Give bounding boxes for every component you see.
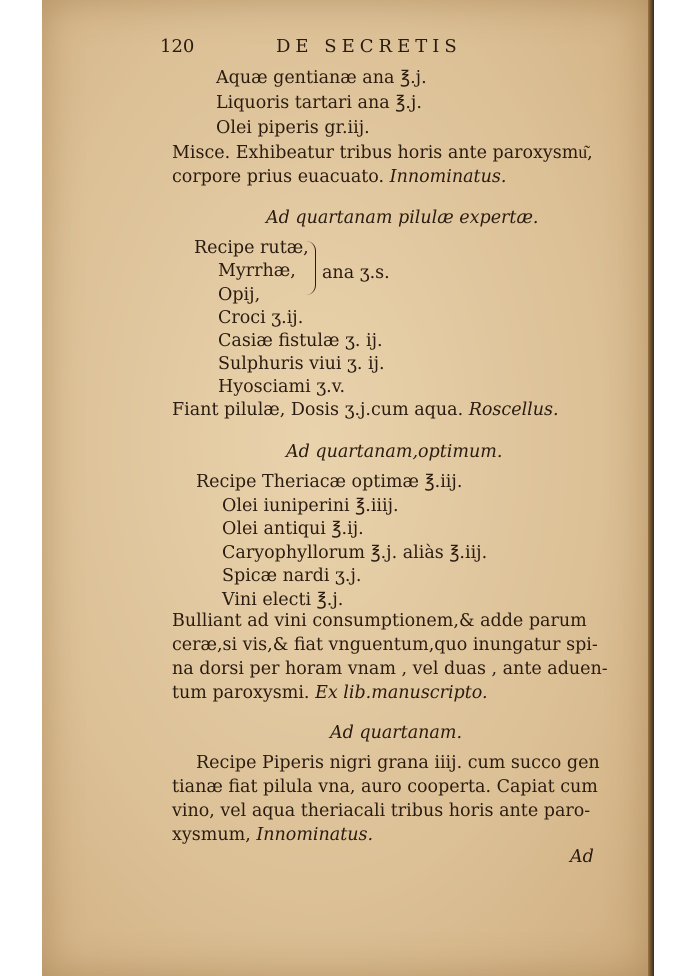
- recipe-line: Recipe Theriacæ optimæ ℥.iij.: [196, 472, 463, 492]
- recipe-line: Caryophyllorum ℥.j. aliàs ℥.iij.: [222, 543, 488, 563]
- text-line: tianæ fiat pilula vna, auro cooperta. Capiat cum: [172, 777, 598, 797]
- recipe-line: Croci ʒ.ij.: [218, 308, 304, 328]
- recipe-line: Sulphuris viui ʒ. ij.: [218, 354, 385, 374]
- section-heading: Ad quartanam,optimum.: [286, 442, 503, 462]
- text-line: Liquoris tartari ana ℥.j.: [216, 93, 422, 113]
- text-line: vino, vel aqua theriacali tribus horis ante paro-: [172, 801, 591, 821]
- recipe-line: Recipe rutæ,: [194, 238, 309, 258]
- page-edge: [648, 0, 654, 976]
- text-line: Bulliant ad vini consumptionem,& adde parum: [172, 611, 587, 631]
- text-line: [172, 682, 488, 704]
- text-line: Recipe Piperis nigri grana iiij. cum succo gen: [196, 753, 600, 773]
- page-number: 120: [160, 36, 195, 57]
- recipe-line: Hyosciami ʒ.v.: [218, 377, 346, 397]
- text-span: corpore prius euacuato.: [172, 167, 385, 187]
- recipe-line: Vini electi ℥.j.: [222, 590, 344, 610]
- recipe-line: Spicæ nardi ʒ.j.: [222, 566, 362, 586]
- recipe-line: Olei iuniperini ℥.iiij.: [222, 496, 399, 516]
- author-name: Innominatus.: [256, 825, 374, 845]
- text-line: [172, 824, 373, 846]
- author-name: Innominatus.: [389, 167, 507, 187]
- dosage-ana: ana ʒ.s.: [322, 263, 390, 283]
- text-span: Fiant pilulæ, Dosis ʒ.j.cum aqua.: [172, 400, 464, 420]
- source-name: Ex lib.manuscripto.: [315, 683, 488, 703]
- recipe-line: Myrrhæ,: [218, 261, 296, 281]
- recipe-line: Olei antiqui ℥.ij.: [222, 519, 364, 539]
- brace: [305, 241, 316, 295]
- text-line: Aquæ gentianæ ana ℥.j.: [216, 68, 427, 88]
- text-line: Olei piperis gr.iij.: [216, 118, 370, 138]
- running-title: DE SECRETIS: [276, 36, 462, 57]
- author-name: Roscellus.: [468, 400, 559, 420]
- recipe-line: Casiæ fistulæ ʒ. ij.: [218, 331, 383, 351]
- catchword: Ad: [570, 847, 594, 867]
- text-line: [172, 399, 559, 421]
- recipe-line: Opij,: [218, 285, 261, 305]
- text-line: Misce. Exhibeatur tribus horis ante paroxysmu͂,: [172, 143, 593, 163]
- text-line: [172, 166, 506, 188]
- section-heading: Ad quartanam.: [330, 723, 463, 743]
- text-line: na dorsi per horam vnam , vel duas , ante aduen-: [172, 659, 608, 679]
- text-span: tum paroxysmi.: [172, 683, 310, 703]
- section-heading: Ad quartanam pilulæ expertæ.: [266, 208, 539, 228]
- text-span: xysmum,: [172, 825, 251, 845]
- text-line: ceræ,si vis,& fiat vnguentum,quo inungatur spi-: [172, 635, 598, 655]
